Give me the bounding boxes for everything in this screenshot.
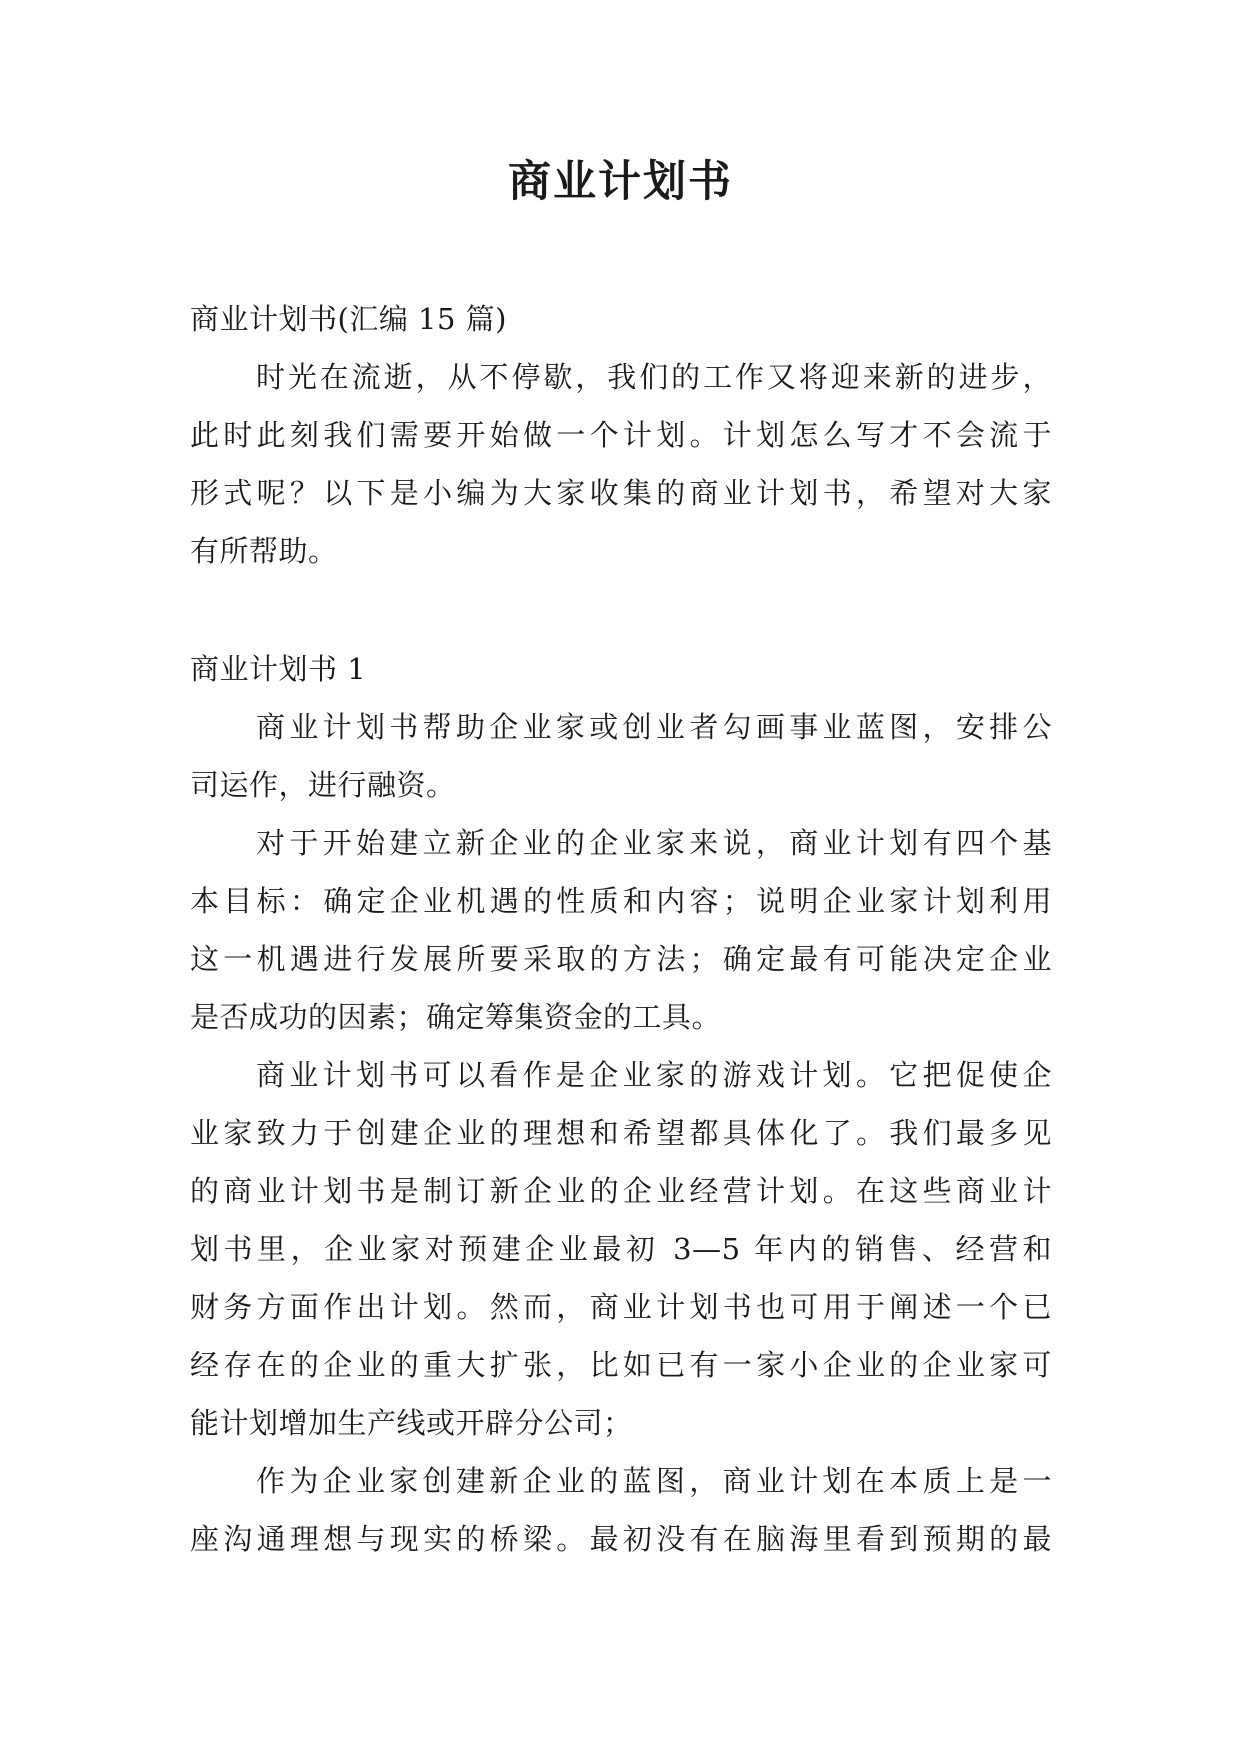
paragraph-line: 司运作，进行融资。	[190, 768, 456, 802]
intro-line: 有所帮助。	[190, 534, 338, 568]
intro-line: 形式呢？以下是小编为大家收集的商业计划书，希望对大家	[190, 476, 1052, 510]
paragraph-line: 这一机遇进行发展所要采取的方法；确定最有可能决定企业	[190, 942, 1052, 976]
paragraph-line: 划书里，企业家对预建企业最初 3—5 年内的销售、经营和	[190, 1232, 1052, 1266]
document-title: 商业计划书	[508, 157, 733, 207]
intro-line: 时光在流逝，从不停歇，我们的工作又将迎来新的进步，	[256, 360, 1052, 394]
paragraph-line: 经存在的企业的重大扩张，比如已有一家小企业的企业家可	[190, 1348, 1052, 1382]
document-subtitle: 商业计划书(汇编 15 篇)	[190, 302, 507, 336]
section-1	[190, 640, 1052, 1568]
paragraph-line: 的商业计划书是制订新企业的企业经营计划。在这些商业计	[190, 1174, 1052, 1208]
paragraph-line: 是否成功的因素；确定筹集资金的工具。	[190, 1000, 722, 1034]
paragraph-line: 能计划增加生产线或开辟分公司；	[190, 1406, 633, 1440]
paragraph-line: 本目标：确定企业机遇的性质和内容；说明企业家计划利用	[190, 884, 1052, 918]
intro-line: 此时此刻我们需要开始做一个计划。计划怎么写才不会流于	[190, 418, 1052, 452]
paragraph-line: 财务方面作出计划。然而，商业计划书也可用于阐述一个已	[190, 1290, 1052, 1324]
paragraph-line: 业家致力于创建企业的理想和希望都具体化了。我们最多见	[190, 1116, 1052, 1150]
paragraph-line: 商业计划书帮助企业家或创业者勾画事业蓝图，安排公	[256, 710, 1052, 744]
paragraph-line: 座沟通理想与现实的桥梁。最初没有在脑海里看到预期的最	[190, 1522, 1052, 1556]
section-heading: 商业计划书 1	[190, 652, 367, 686]
paragraph-line: 商业计划书可以看作是企业家的游戏计划。它把促使企	[256, 1058, 1052, 1092]
paragraph-line: 对于开始建立新企业的企业家来说，商业计划有四个基	[256, 826, 1052, 860]
paragraph-line: 作为企业家创建新企业的蓝图，商业计划在本质上是一	[256, 1464, 1052, 1498]
intro-block	[190, 290, 1052, 580]
